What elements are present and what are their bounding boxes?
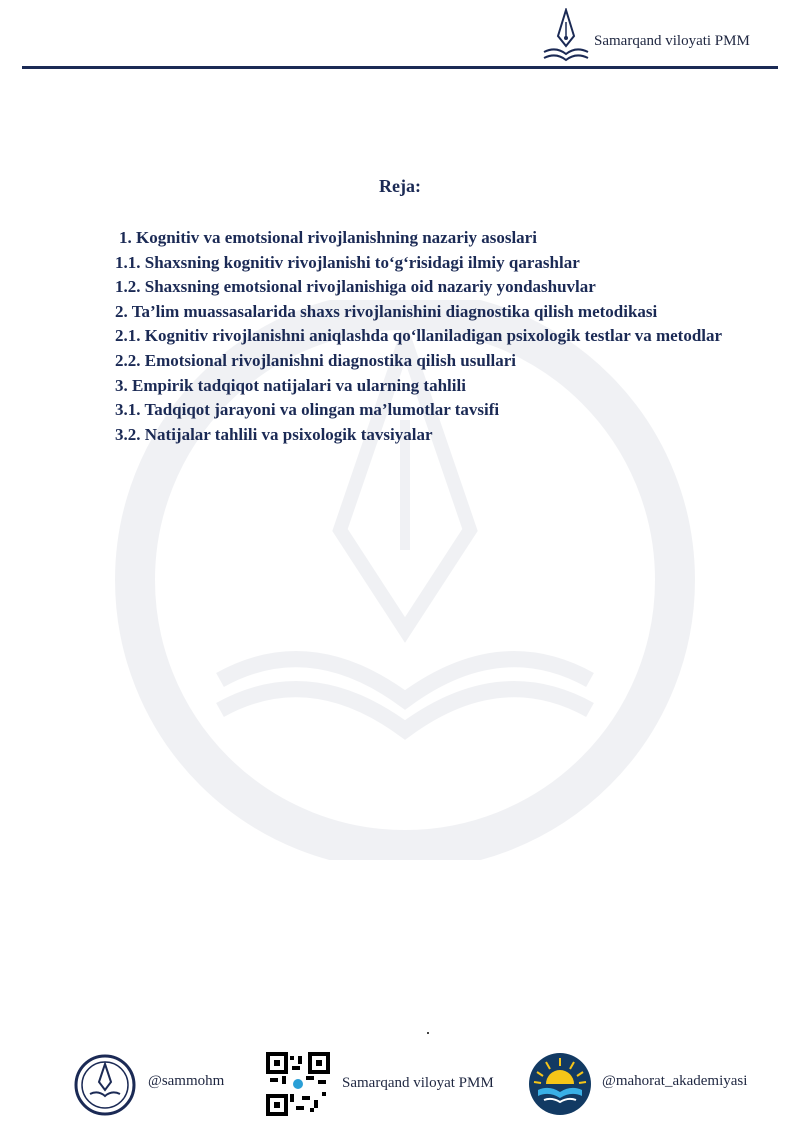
footer-handle-mahorat[interactable]: @mahorat_akademiyasi bbox=[602, 1073, 748, 1089]
pen-nib-book-logo-icon bbox=[540, 8, 592, 64]
footer-handle-sammohm[interactable]: @sammohm bbox=[148, 1073, 225, 1089]
toc-item: 3.2. Natijalar tahlili va psixologik tavsiyalar bbox=[115, 424, 433, 444]
toc-item: 2.2. Emotsional rivojlanishni diagnostika qilish usullari bbox=[115, 350, 517, 370]
document-title: Reja: bbox=[379, 176, 421, 196]
header-org-name: Samarqand viloyati PMM bbox=[594, 33, 750, 49]
circle-pen-logo-icon bbox=[74, 1054, 136, 1116]
toc-item: 1.2. Shaxsning emotsional rivojlanishiga oid nazariy yondashuvlar bbox=[115, 277, 596, 297]
toc-item: 1. Kognitiv va emotsional rivojlanishning nazariy asoslari bbox=[119, 228, 537, 247]
header-divider bbox=[22, 66, 778, 69]
toc-item: 2.1. Kognitiv rivojlanishni aniqlashda qo‘llaniladigan psixologik testlar va metodlar bbox=[115, 326, 723, 346]
table-of-contents bbox=[115, 226, 725, 447]
stray-mark bbox=[427, 1032, 429, 1034]
toc-item: 3.1. Tadqiqot jarayoni va olingan ma’lumotlar tavsifi bbox=[115, 400, 500, 420]
toc-item: 3. Empirik tadqiqot natijalari va ularning tahlili bbox=[115, 375, 466, 395]
toc-item: 1.1. Shaxsning kognitiv rivojlanishi to‘g‘risidagi ilmiy qarashlar bbox=[115, 252, 580, 272]
qr-code-icon[interactable] bbox=[266, 1052, 330, 1116]
footer bbox=[0, 1040, 800, 1130]
toc-item: 2. Ta’lim muassasalarida shaxs rivojlanishini diagnostika qilish metodikasi bbox=[115, 301, 658, 321]
sunrise-book-logo-icon bbox=[528, 1052, 592, 1116]
footer-org-name: Samarqand viloyat PMM bbox=[342, 1075, 494, 1091]
